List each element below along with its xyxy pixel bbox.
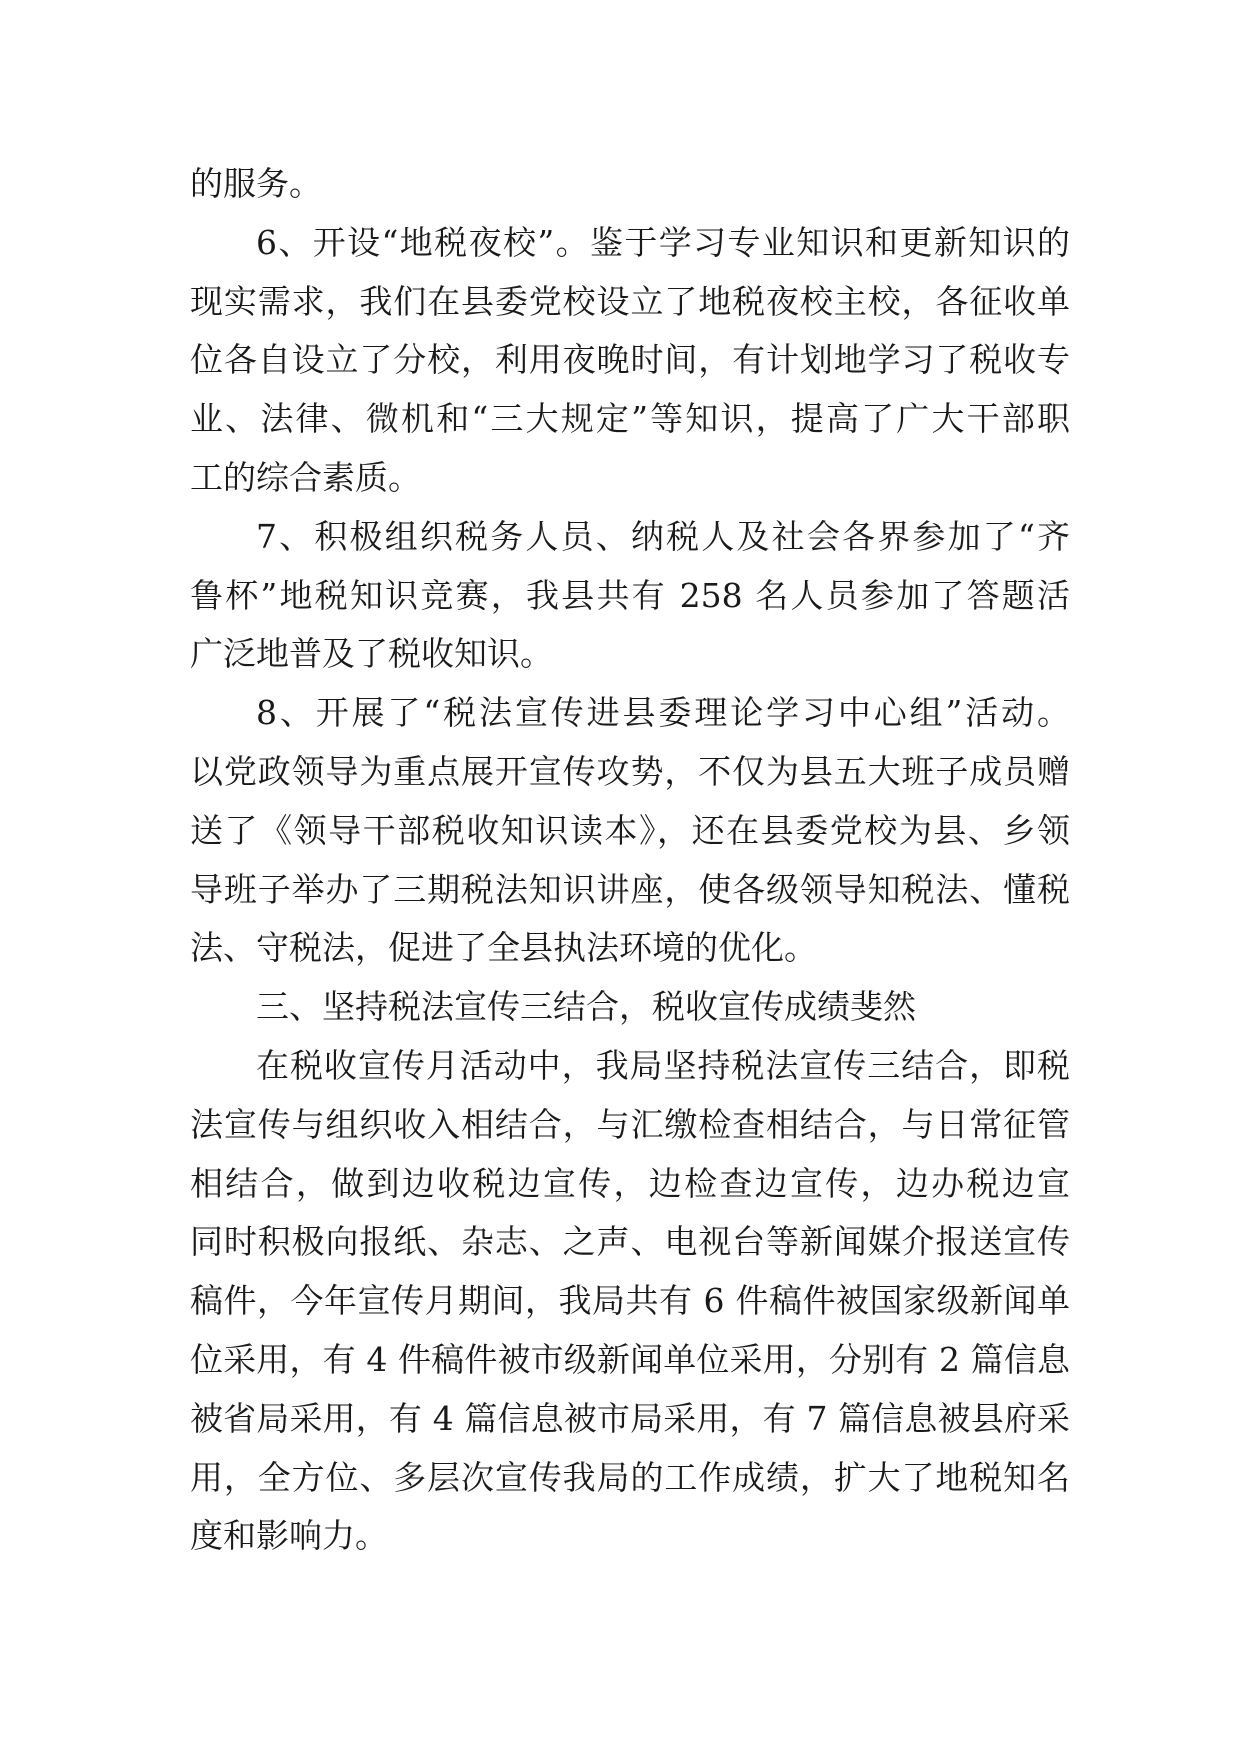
text-line: 位采用，有 4 件稿件被市级新闻单位采用，分别有 2 篇信息 bbox=[190, 1339, 1070, 1379]
text-line: 相结合，做到边收税边宣传，边检查边宣传，边办税边宣 bbox=[190, 1163, 1070, 1203]
text-line: 现实需求，我们在县委党校设立了地税夜校主校，各征收单 bbox=[190, 281, 1070, 321]
text-line: 8、开展了“税法宣传进县委理论学习中心组”活动。 bbox=[256, 693, 1070, 733]
paragraph-service-end bbox=[190, 155, 1070, 214]
text-line: 位各自设立了分校，利用夜晚时间，有计划地学习了税收专 bbox=[190, 340, 1070, 380]
text-line: 工的综合素质。 bbox=[190, 457, 421, 497]
section-heading-three bbox=[190, 978, 1070, 1037]
text-line: 稿件，今年宣传月期间，我局共有 6 件稿件被国家级新闻单 bbox=[190, 1281, 1070, 1321]
text-line: 鲁杯”地税知识竞赛，我县共有 258 名人员参加了答题活 bbox=[190, 575, 1070, 615]
text-line: 以党政领导为重点展开宣传攻势，不仅为县五大班子成员赠 bbox=[190, 751, 1070, 791]
paragraph-contest bbox=[190, 508, 1070, 684]
text-line: 被省局采用，有 4 篇信息被市局采用，有 7 篇信息被县府采 bbox=[190, 1398, 1070, 1438]
text-line: 度和影响力。 bbox=[190, 1516, 388, 1556]
text-line: 用，全方位、多层次宣传我局的工作成绩，扩大了地税知名 bbox=[190, 1457, 1070, 1497]
paragraph-results bbox=[190, 1037, 1070, 1566]
text-line: 送了《领导干部税收知识读本》，还在县委党校为县、乡领 bbox=[190, 810, 1070, 850]
text-line: 法宣传与组织收入相结合，与汇缴检查相结合，与日常征管 bbox=[190, 1104, 1070, 1144]
paragraph-night-school bbox=[190, 214, 1070, 508]
text-line: 导班子举办了三期税法知识讲座，使各级领导知税法、懂税 bbox=[190, 869, 1070, 909]
text-line: 6、开设“地税夜校”。鉴于学习专业知识和更新知识的 bbox=[256, 222, 1070, 262]
text-line: 7、积极组织税务人员、纳税人及社会各界参加了“齐 bbox=[256, 516, 1070, 556]
document-body bbox=[190, 155, 1070, 1566]
text-line: 的服务。 bbox=[190, 164, 322, 203]
text-line: 法、守税法，促进了全县执法环境的优化。 bbox=[190, 928, 817, 968]
section-heading: 三、坚持税法宣传三结合，税收宣传成绩斐然 bbox=[256, 987, 916, 1027]
text-line: 广泛地普及了税收知识。 bbox=[190, 634, 553, 674]
text-line: 在税收宣传月活动中，我局坚持税法宣传三结合，即税 bbox=[256, 1045, 1070, 1085]
paragraph-study-group bbox=[190, 684, 1070, 978]
text-line: 业、法律、微机和“三大规定”等知识，提高了广大干部职 bbox=[190, 399, 1070, 439]
text-line: 同时积极向报纸、杂志、之声、电视台等新闻媒介报送宣传 bbox=[190, 1222, 1070, 1262]
